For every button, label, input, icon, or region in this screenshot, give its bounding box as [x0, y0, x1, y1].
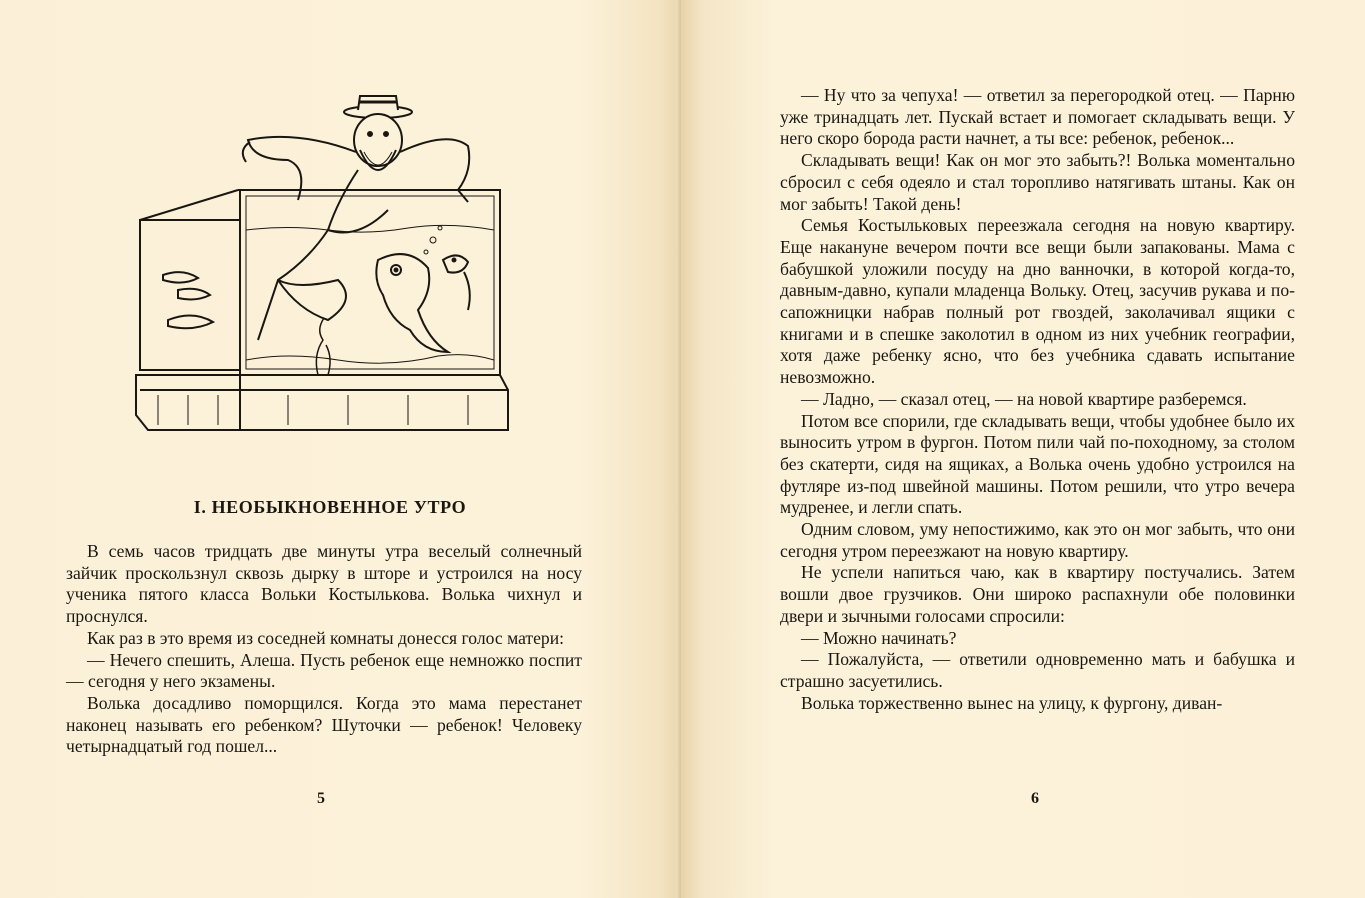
page-number-left: 5 — [317, 790, 325, 807]
paragraph: — Можно начинать? — [801, 627, 957, 648]
paragraph: Волька досадливо поморщился. Когда это мама перестанет наконец называть его ребенком? Шуточки — ребенок! Человеку четырнадцатый год пошел... — [66, 692, 582, 757]
paragraph: Не успели напиться чаю, как в квартиру постучались. Затем вошли двое грузчиков. Они широко распахнули обе половинки двери и зычными голосами спросили: — [780, 562, 1295, 626]
paragraph: Потом все спорили, где складывать вещи, чтобы удобнее было их выносить утром в фургон. Потом пили чай по-походному, за столом без скатерти, сидя на ящиках, а Волька очень удобно устроился на футляре из-под швейной машины. Потом решили, что утро вечера мудренее, и легли спать. — [780, 410, 1295, 518]
aquarium-old-man-illustration — [128, 90, 518, 450]
paragraph: Складывать вещи! Как он мог это забыть?! Волька моментально сбросил с себя одеяло и стал торопливо натягивать штаны. Как он мог забыть! Такой день! — [780, 150, 1295, 214]
page-number-right: 6 — [1031, 790, 1039, 807]
paragraph: Как раз в это время из соседней комнаты донесся голос матери: — [87, 627, 565, 648]
paragraph: — Нечего спешить, Алеша. Пусть ребенок еще немножко поспит — сегодня у него экзамены. — [66, 649, 582, 692]
left-page-text — [66, 541, 582, 758]
paragraph: Одним словом, уму непостижимо, как это он мог забыть, что они сегодня утром переезжают на новую квартиру. — [780, 519, 1295, 561]
chapter-title: I. НЕОБЫКНОВЕННОЕ УТРО — [193, 497, 467, 517]
paragraph: Волька торжественно вынес на улицу, к фургону, диван- — [801, 692, 1223, 713]
paragraph: — Пожалуйста, — ответили одновременно мать и бабушка и страшно засуетились. — [780, 649, 1295, 691]
right-page-text — [780, 85, 1295, 714]
paragraph: — Ладно, — сказал отец, — на новой квартире разберемся. — [801, 388, 1247, 409]
paragraph: — Ну что за чепуха! — ответил за перегородкой отец. — Парню уже тринадцать лет. Пускай встает и помогает складывать вещи. У него скоро борода расти начнет, а ты все: ребенок, ребенок... — [780, 85, 1295, 149]
paragraph: В семь часов тридцать две минуты утра веселый солнечный зайчик проскользнул сквозь дырку в шторе и устроился на носу ученика пятого класса Вольки Костылькова. Волька чихнул и проснулся. — [66, 541, 582, 627]
left-page — [0, 0, 681, 898]
paragraph: Семья Костыльковых переезжала сегодня на новую квартиру. Еще накануне вечером почти все вещи были запакованы. Мама с бабушкой уложили посуду на дно ванночки, в которой когда-то, давным-давно, купали младенца Вольку. Отец, засучив рукава и по-сапожницки набрав полный рот гвоздей, заколачивал ящики с книгами и в спешке заколотил в одном из них учебник географии, хотя даже ребенку ясно, что без учебника сдавать испытание невозможно. — [780, 215, 1295, 388]
